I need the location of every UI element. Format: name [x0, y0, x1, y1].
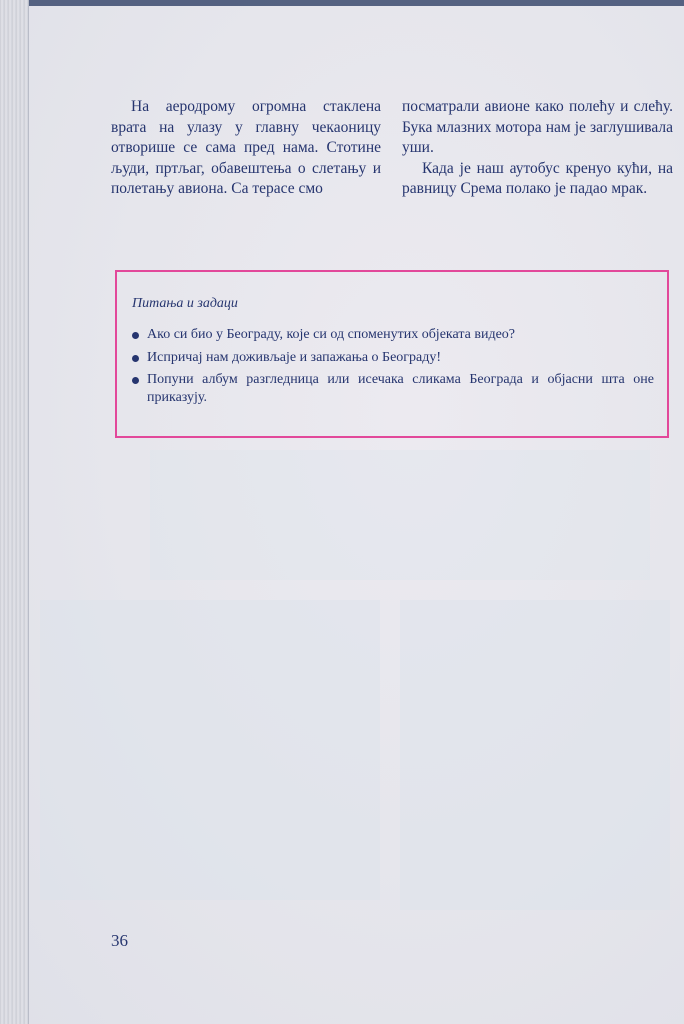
list-item [132, 326, 654, 344]
list-item [132, 349, 654, 367]
bullet-icon [132, 332, 139, 339]
question-text: Ако си био у Београду, које си од споменутих објеката видео? [147, 327, 516, 342]
page-number: 36 [111, 931, 128, 950]
questions-list [132, 326, 654, 411]
text-column-left [111, 97, 381, 200]
questions-box [115, 270, 669, 438]
list-item [132, 371, 654, 406]
bullet-icon [132, 355, 139, 362]
show-through-image-right [400, 600, 670, 910]
page-binding [0, 0, 29, 1024]
paragraph: посматрали авионе како полећу и слећу. Бука млазних мотора нам је заглушивала уши. [402, 98, 673, 156]
show-through-image-left [40, 600, 380, 900]
question-text: Испричај нам доживљаје и запажања о Београду! [147, 349, 442, 365]
paragraph: Када је наш аутобус кренуо кући, на равницу Срема полако је падао мрак. [402, 159, 673, 197]
questions-title: Питања и задаци [132, 296, 238, 311]
paragraph: На аеродрому огромна стаклена врата на улазу у главну чекаоницу отворише се сама пред нама. Стотине људи, пртљаг, обавештења о слетању и полетању авиона. Са терасе смо [111, 98, 381, 197]
show-through-image-top [150, 450, 650, 580]
page-top-edge [0, 0, 684, 6]
text-column-right [402, 97, 673, 200]
question-text: Попуни албум разгледница или исечака сликама Београда и објасни шта оне приказују. [147, 372, 654, 405]
bullet-icon [132, 377, 139, 384]
